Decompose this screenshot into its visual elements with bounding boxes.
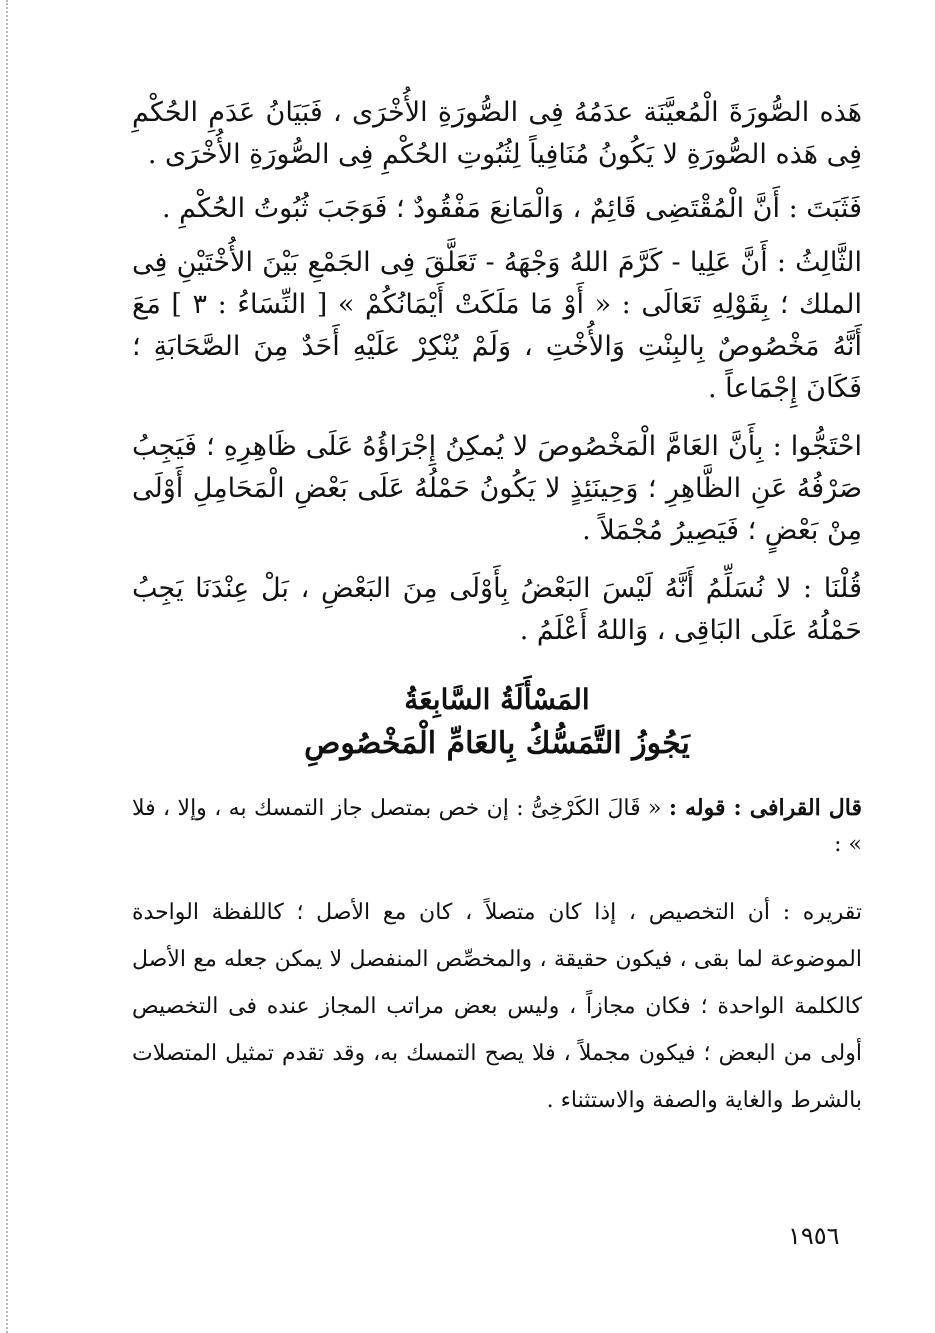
paragraph-2: فَثَبَتَ : أَنَّ الْمُقْتَضِى قَائِمٌ ، وَالْمَانِعَ مَفْقُودٌ ؛ فَوَجَبَ ثُبُوتُ الحُكْمِ . — [161, 193, 862, 224]
section-heading: المَسْأَلَةُ السَّابِعَةُ — [404, 683, 590, 716]
scan-edge-dots — [6, 0, 8, 1333]
paragraph-3: الثَّالِثُ : أَنَّ عَلِيا - كَرَّمَ اللهُ وَجْهَهُ - تَعَلَّقَ فِى الجَمْعِ بَيْنَ الأُخْتَيْنِ فِى الملك ؛ بِقَوْلِهِ تَعَالَى : « أَوْ مَا مَلَكَتْ أَيْمَانُكُمْ » [ النِّسَاءُ : ٣ ] مَعَ أَنَّهُ مَخْصُوصٌ بِالبِنْتِ وَالأُخْتِ ، وَلَمْ يُنْكِرْ عَلَيْهِ أَحَدٌ مِنَ الصَّحَابَةِ ؛ فَكَانَ إِجْمَاعاً . — [132, 247, 863, 404]
paragraph-5: قُلْنَا : لا نُسَلِّمُ أَنَّهُ لَيْسَ البَعْضُ بِأَوْلَى مِنَ البَعْضِ ، بَلْ عِنْدَنَا يَجِبُ حَمْلُهُ عَلَى البَاقِى ، وَاللهُ أَعْلَمُ . — [132, 573, 862, 646]
paragraph-1: هَذه الصُّورَةَ الْمُعيَّنَة عدَمُهُ فِى الصُّورَةِ الأُخْرَى ، فَبَيَانُ عَدَمِ الحُكْمِ فِى هَذه الصُّورَةِ لا يَكُونُ مُنَافِياً لِثُبُوتِ الحُكْمِ فِى الصُّورَةِ الأُخْرَى . — [132, 97, 862, 170]
page-body — [132, 92, 862, 1124]
commentary-quote: « قَالَ الكَرْخِىُّ : إن خص بمتصل جاز التمسك به ، وإلا ، فلا » : — [132, 796, 862, 857]
explanation-paragraph: تقريره : أن التخصيص ، إذا كان متصلاً ، كان مع الأصل ؛ كاللفظة الواحدة الموضوعة لما بقى ، فيكون حقيقة ، والمخصِّص المنفصل لا يمكن جعله مع الأصل كالكلمة الواحدة ؛ فكان مجازاً ، وليس بعض مراتب المجاز عنده فى التخصيص أولى من البعض ؛ فيكون مجملاً ، فلا يصح التمسك به، وقد تقدم تمثيل المتصلات بالشرط والغاية والصفة والاستثناء . — [132, 900, 862, 1113]
page-number: ١٩٥٦ — [788, 1222, 840, 1250]
section-spacer — [132, 863, 862, 889]
section-title: يَجُوزُ التَّمَسُّكُ بِالعَامِّ الْمَخْصُوصِ — [304, 726, 690, 761]
commentary-lead: قال القرافى : قوله : — [668, 795, 862, 821]
paragraph-4: احْتَجُّوا : بِأَنَّ العَامَّ الْمَخْصُوصَ لا يُمكِنُ إِجْرَاؤُهُ عَلَى ظَاهِرِهِ ؛ فَيَجِبُ صَرْفُهُ عَنِ الظَّاهِرِ ؛ وَحِينَئِذٍ لا يَكُونُ حَمْلُهُ عَلَى بَعْضِ الْمَحَامِلِ أَوْلَى مِنْ بَعْضٍ ؛ فَيَصِيرُ مُجْمَلاً . — [132, 431, 862, 546]
commentary-paragraph — [132, 790, 862, 863]
